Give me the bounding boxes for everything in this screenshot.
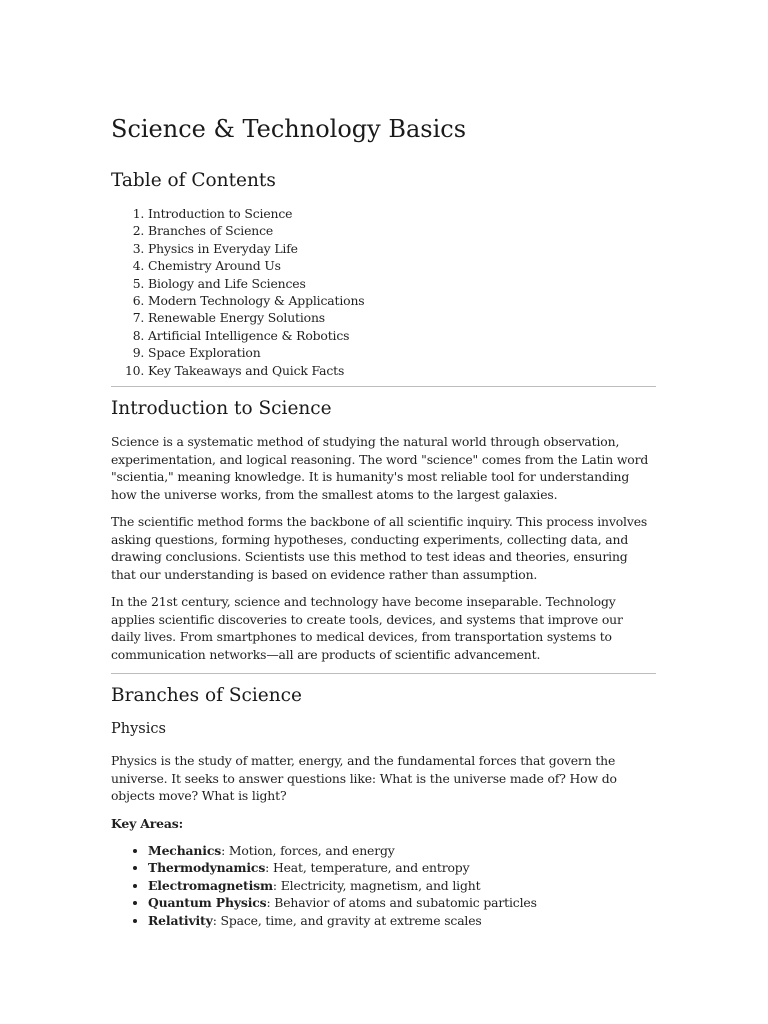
toc-item: 9. Space Exploration: [148, 344, 656, 361]
document-title: Science & Technology Basics: [111, 115, 467, 143]
toc-item: 3. Physics in Everyday Life: [148, 240, 656, 257]
toc-item: 6. Modern Technology & Applications: [148, 292, 656, 309]
area-description: : Space, time, and gravity at extreme scales: [212, 912, 482, 928]
area-description: : Motion, forces, and energy: [221, 843, 395, 859]
toc-item: 2. Branches of Science: [148, 222, 656, 239]
toc-item: 8. Artificial Intelligence & Robotics: [148, 327, 656, 344]
list-item: [148, 912, 656, 929]
area-description: : Heat, temperature, and entropy: [265, 860, 470, 876]
key-areas-label: Key Areas:: [111, 815, 183, 831]
area-term: Quantum Physics: [148, 895, 267, 911]
intro-paragraph: The scientific method forms the backbone of all scientific inquiry. This process involves asking questions, forming hypotheses, conducting experiments, collecting data, and drawing conclusions. Scientists use this method to test ideas and theories, ensuring that our understanding is based on evidence rather than assumption.: [111, 514, 648, 582]
list-item: [148, 842, 656, 859]
list-item: [148, 877, 656, 894]
intro-paragraph: In the 21st century, science and technology have become inseparable. Technology applies scientific discoveries to create tools, devices, and systems that improve our daily lives. From smartphones to medical devices, from transportation systems to communication networks—all are products of scientific advancement.: [111, 594, 623, 662]
area-term: Mechanics: [148, 843, 222, 859]
toc-item: 7. Renewable Energy Solutions: [148, 309, 656, 326]
toc-item: 10. Key Takeaways and Quick Facts: [148, 362, 656, 379]
area-description: : Behavior of atoms and subatomic particles: [266, 895, 537, 911]
physics-key-areas-list: [111, 842, 656, 929]
toc-item: 1. Introduction to Science: [148, 205, 656, 222]
area-term: Thermodynamics: [148, 860, 266, 876]
section-divider: [111, 386, 656, 387]
list-item: [148, 894, 656, 911]
intro-paragraph: Science is a systematic method of studying the natural world through observation, experimentation, and logical reasoning. The word "science" comes from the Latin word "scientia," meaning knowledge. It is humanity's most reliable tool for understanding how the universe works, from the smallest atoms to the largest galaxies.: [111, 434, 649, 502]
intro-heading: Introduction to Science: [111, 398, 332, 420]
toc-heading: Table of Contents: [111, 170, 276, 191]
toc-item: 5. Biology and Life Sciences: [148, 275, 656, 292]
section-divider: [111, 673, 656, 674]
list-item: [148, 859, 656, 876]
physics-paragraph: Physics is the study of matter, energy, and the fundamental forces that govern the universe. It seeks to answer questions like: What is the universe made of? How do objects move? What is light?: [111, 753, 617, 804]
physics-heading: Physics: [111, 721, 166, 738]
branches-heading: Branches of Science: [111, 685, 302, 707]
area-term: Relativity: [148, 912, 213, 928]
area-term: Electromagnetism: [148, 877, 273, 893]
toc-item: 4. Chemistry Around Us: [148, 257, 656, 274]
area-description: : Electricity, magnetism, and light: [272, 877, 481, 893]
table-of-contents: [111, 205, 656, 379]
